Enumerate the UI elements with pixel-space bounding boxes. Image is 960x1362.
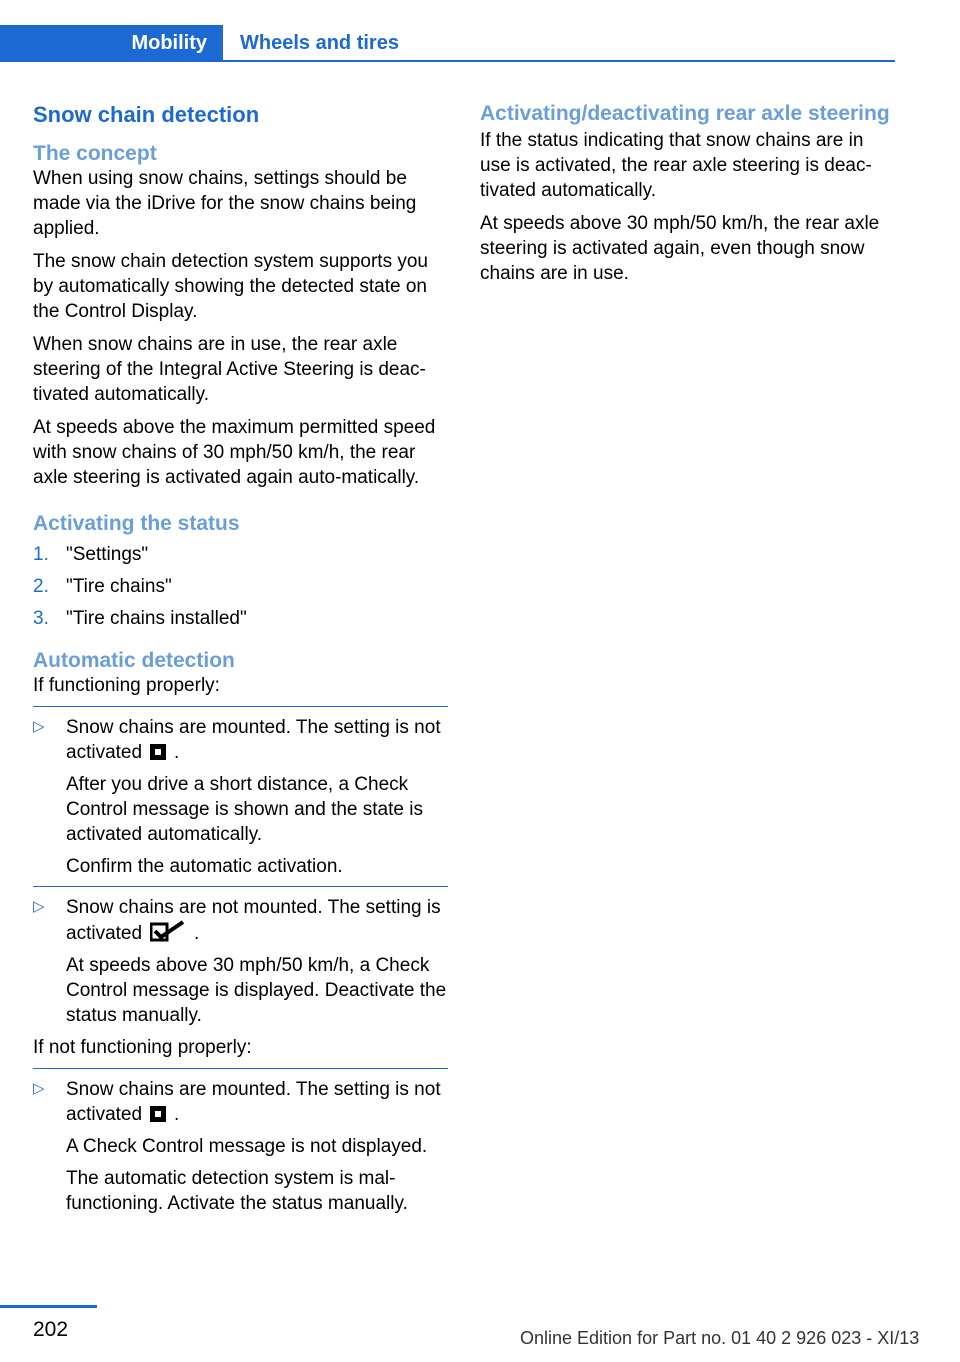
unchecked-box-icon xyxy=(150,1106,166,1122)
list-item: ▷ Snow chains are mounted. The setting is not activated . A Check Control message is not displayed. The automatic detection system is mal‐functioning. Activate the status manually. xyxy=(33,1077,448,1216)
step-text: "Settings" xyxy=(66,544,149,565)
list-item: ▷ Snow chains are not mounted. The setting is activated . At speeds above 30 mph/50 km/h, a Check Control message is displayed. Deactivate the status manually. xyxy=(33,897,447,1026)
step-text: "Tire chains" xyxy=(66,576,172,597)
bullet-text: Snow chains are not mounted. The setting is activated xyxy=(66,897,441,944)
concept-paragraph: When using snow chains, settings should be made via the iDrive for the snow chains being applied. xyxy=(33,168,417,239)
concept-paragraph: At speeds above the maximum permitted speed with snow chains of 30 mph/50 km/h, the rear axle steering is activated again auto‐matically. xyxy=(33,417,436,488)
triangle-bullet-icon: ▷ xyxy=(33,718,45,735)
tab-mobility[interactable]: Mobility xyxy=(0,25,223,62)
if-not-functioning-label: If not functioning properly: xyxy=(33,1037,252,1058)
right-column xyxy=(480,102,895,294)
step-number: 3. xyxy=(33,608,49,629)
bullet-paragraph: A Check Control message is not displayed. xyxy=(66,1136,428,1157)
header-bar xyxy=(0,25,895,62)
section-title: Snow chain detection xyxy=(33,102,260,127)
bullet-paragraph: After you drive a short distance, a Check Control message is shown and the state is activated automatically. xyxy=(66,774,423,845)
list-item xyxy=(33,606,448,631)
list-item xyxy=(33,574,448,599)
triangle-bullet-icon: ▷ xyxy=(33,1080,45,1097)
footer-rule xyxy=(0,1305,97,1308)
page-number: 202 xyxy=(33,1318,69,1341)
concept-heading: The concept xyxy=(33,142,157,165)
triangle-bullet-icon: ▷ xyxy=(33,898,45,915)
edition-text: Online Edition for Part no. 01 40 2 926 023 - XI/13 xyxy=(520,1328,920,1348)
bullet-text: Snow chains are mounted. The setting is not activated xyxy=(66,717,441,763)
unchecked-box-icon xyxy=(150,744,166,760)
bullet-paragraph: At speeds above 30 mph/50 km/h, a Check Control message is displayed. Deactivate the status manually. xyxy=(66,955,447,1026)
activating-heading: Activating the status xyxy=(33,512,240,535)
concept-paragraph: The snow chain detection system supports you by automatically showing the detected state on the Control Display. xyxy=(33,251,428,322)
checked-box-icon xyxy=(150,920,186,942)
list-item: ▷ Snow chains are mounted. The setting is not activated . After you drive a short distance, a Check Control message is shown and the state is activated automatically. Confirm the automatic activation. xyxy=(33,715,448,879)
bullet-paragraph: Confirm the automatic activation. xyxy=(66,856,343,877)
bullet-text: Snow chains are mounted. The setting is not activated xyxy=(66,1079,441,1125)
step-number: 2. xyxy=(33,576,49,597)
if-functioning-label: If functioning properly: xyxy=(33,675,220,696)
list-item xyxy=(33,542,448,567)
header-rule xyxy=(223,60,895,62)
tab-wheels-and-tires[interactable]: Wheels and tires xyxy=(240,32,399,54)
concept-paragraph: When snow chains are in use, the rear axle steering of the Integral Active Steering is deac‐tivated automatically. xyxy=(33,334,426,405)
step-number: 1. xyxy=(33,544,49,565)
steps-list xyxy=(33,542,448,631)
divider xyxy=(33,1068,448,1069)
divider xyxy=(33,886,448,887)
left-column xyxy=(33,102,448,1223)
rear-axle-paragraph: If the status indicating that snow chains are in use is activated, the rear axle steering is deac‐tivated automatically. xyxy=(480,130,872,201)
divider xyxy=(33,706,448,707)
bullet-paragraph: The automatic detection system is mal‐functioning. Activate the status manually. xyxy=(66,1168,408,1214)
rear-axle-paragraph: At speeds above 30 mph/50 km/h, the rear axle steering is activated again, even though snow chains are in use. xyxy=(480,213,880,284)
automatic-detection-heading: Automatic detection xyxy=(33,649,235,672)
step-text: "Tire chains installed" xyxy=(66,608,247,629)
rear-axle-heading: Activating/deactivating rear axle steering xyxy=(480,102,890,125)
